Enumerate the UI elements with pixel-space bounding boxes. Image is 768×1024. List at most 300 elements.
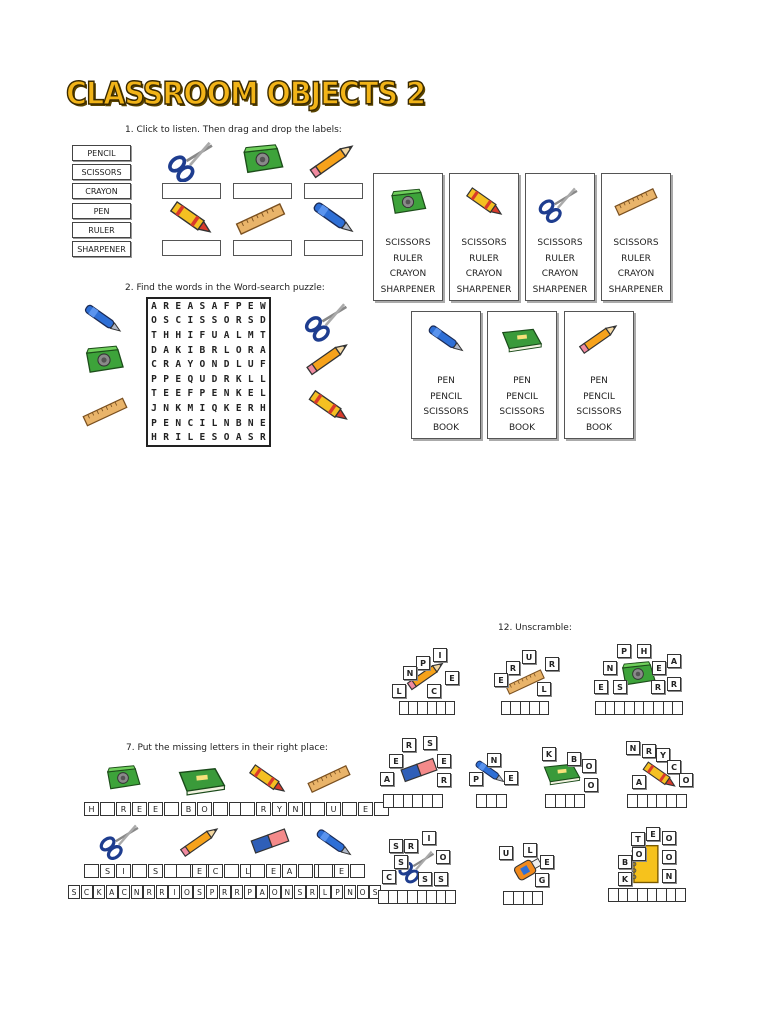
letter-tile[interactable]: E (494, 673, 508, 687)
missing-letters-sharpener[interactable] (84, 802, 180, 816)
sharpener-icon (384, 182, 432, 222)
answer-boxes[interactable] (627, 794, 687, 808)
word-search-cell[interactable]: T (151, 329, 157, 341)
word-search-cell[interactable]: R (163, 359, 169, 371)
word-search-cell[interactable]: L (187, 432, 194, 444)
label-pencil[interactable]: PENCIL (72, 145, 131, 161)
blank-tile[interactable] (250, 864, 265, 878)
letter-tile[interactable]: S (434, 872, 448, 886)
word-search-cell[interactable]: E (175, 300, 182, 312)
word-search-cell[interactable]: S (211, 432, 218, 444)
strip-letter[interactable]: N (281, 885, 293, 899)
word-search-row (148, 387, 269, 402)
word-search-cell[interactable]: L (211, 417, 218, 429)
choice-card (373, 173, 443, 301)
letter-tile[interactable]: E (334, 864, 349, 878)
word-search-cell[interactable]: A (187, 300, 194, 312)
word-search-cell[interactable]: C (187, 417, 194, 429)
missing-letters-pencil[interactable] (176, 864, 256, 878)
blank-tile[interactable] (164, 802, 179, 816)
word-search-cell[interactable]: O (199, 359, 206, 371)
letter-tile[interactable]: O (197, 802, 212, 816)
letter-tile[interactable]: E (132, 802, 147, 816)
word-search-cell[interactable]: E (163, 417, 169, 429)
word-search-cell[interactable]: S (247, 432, 254, 444)
missing-letters-crayon[interactable] (240, 802, 320, 816)
word-search-cell[interactable]: A (223, 329, 230, 341)
letter-tile[interactable]: R (642, 744, 656, 758)
word-search-cell[interactable]: H (175, 329, 182, 341)
answer-boxes[interactable] (545, 794, 585, 808)
card-option[interactable]: BOOK (432, 423, 460, 433)
word-search-cell[interactable]: K (175, 344, 182, 356)
word-search-cell[interactable]: S (247, 315, 254, 327)
letter-tile[interactable]: N (403, 666, 417, 680)
word-search-cell[interactable]: N (163, 402, 169, 414)
strip-letter[interactable]: I (168, 885, 180, 899)
word-search-cell[interactable]: F (187, 388, 194, 400)
word-search-cell[interactable]: F (223, 300, 230, 312)
blank-tile[interactable] (176, 864, 191, 878)
strip-letter[interactable]: P (244, 885, 256, 899)
crayon-icon (460, 182, 508, 222)
word-search-cell[interactable]: R (163, 432, 169, 444)
card-option[interactable]: PEN (513, 376, 531, 386)
word-search-cell[interactable]: L (260, 373, 266, 385)
strip-letter[interactable]: K (93, 885, 105, 899)
letter-tile[interactable]: E (389, 754, 403, 768)
letter-tile[interactable]: S (389, 839, 403, 853)
letter-tile[interactable]: R (402, 738, 416, 752)
word-search-cell[interactable]: A (260, 344, 266, 356)
missing-letters-pen[interactable] (318, 864, 366, 878)
strip-letter[interactable]: A (256, 885, 268, 899)
letter-tile[interactable]: B (618, 855, 632, 869)
book-icon (174, 760, 230, 800)
letter-tile[interactable]: P (617, 644, 631, 658)
card-option[interactable]: BOOK (585, 423, 613, 433)
letter-tile[interactable]: R (651, 680, 665, 694)
strip-letter[interactable]: O (269, 885, 281, 899)
card-option[interactable]: CRAYON (465, 269, 503, 279)
strip-letter[interactable]: O (357, 885, 369, 899)
word-search-cell[interactable]: U (211, 329, 218, 341)
word-search-cell[interactable]: A (163, 344, 169, 356)
letter-tile[interactable]: K (542, 747, 556, 761)
word-search-cell[interactable]: F (260, 359, 266, 371)
word-search-cell[interactable]: E (260, 417, 266, 429)
card-option[interactable]: BOOK (508, 423, 536, 433)
drop-slot[interactable] (233, 240, 292, 256)
card-option[interactable]: RULER (621, 254, 651, 264)
word-search-cell[interactable]: L (247, 373, 254, 385)
scissors-icon (302, 298, 354, 342)
card-option[interactable]: CRAYON (617, 269, 655, 279)
letter-tile[interactable]: Y (272, 802, 287, 816)
word-search-cell[interactable]: A (175, 359, 182, 371)
answer-boxes[interactable] (378, 890, 456, 904)
letter-tile[interactable]: R (404, 839, 418, 853)
word-search-cell[interactable]: O (235, 344, 242, 356)
word-search-cell[interactable]: A (151, 300, 157, 312)
word-search-cell[interactable]: L (223, 344, 230, 356)
word-search-cell[interactable]: P (163, 373, 169, 385)
blank-tile[interactable] (240, 802, 255, 816)
word-search-cell[interactable]: W (260, 300, 266, 312)
strip-letter[interactable]: S (294, 885, 306, 899)
letter-tile[interactable]: R (437, 773, 451, 787)
drop-slot[interactable] (233, 183, 292, 199)
strip-letter[interactable]: R (306, 885, 318, 899)
crayon-icon (243, 760, 291, 798)
word-search-cell[interactable]: Q (211, 402, 218, 414)
letter-tile[interactable]: C (382, 870, 396, 884)
letter-strip[interactable] (68, 885, 382, 899)
letter-tile[interactable]: L (392, 684, 406, 698)
strip-letter[interactable]: R (219, 885, 231, 899)
word-search-cell[interactable]: T (151, 388, 157, 400)
letter-tile[interactable]: C (208, 864, 223, 878)
blank-tile[interactable] (84, 864, 99, 878)
drop-slot[interactable] (304, 240, 363, 256)
letter-tile[interactable]: I (433, 648, 447, 662)
word-search-row (148, 372, 269, 387)
word-search-row (148, 299, 269, 314)
word-search-cell[interactable]: A (211, 300, 218, 312)
word-search-cell[interactable]: A (235, 432, 242, 444)
label-sharpener[interactable]: SHARPENER (72, 241, 131, 257)
strip-letter[interactable]: S (193, 885, 205, 899)
word-search-cell[interactable]: O (223, 315, 230, 327)
word-search-cell[interactable]: P (199, 388, 206, 400)
letter-tile[interactable]: S (394, 855, 408, 869)
word-search-cell[interactable]: K (235, 373, 242, 385)
word-search-cell[interactable]: M (187, 402, 194, 414)
word-search-cell[interactable]: I (199, 402, 206, 414)
letter-tile[interactable]: A (282, 864, 297, 878)
card-option[interactable]: RULER (393, 254, 423, 264)
word-search-cell[interactable]: E (175, 373, 182, 385)
word-search-cell[interactable]: E (211, 388, 218, 400)
answer-boxes[interactable] (608, 888, 686, 902)
letter-tile[interactable]: I (422, 831, 436, 845)
word-search-cell[interactable]: S (211, 315, 218, 327)
word-search-cell[interactable]: S (199, 315, 206, 327)
letter-tile[interactable]: S (418, 872, 432, 886)
letter-tile[interactable]: R (256, 802, 271, 816)
word-search-cell[interactable]: C (175, 315, 182, 327)
choice-card (411, 311, 481, 439)
blank-tile[interactable] (318, 864, 333, 878)
letter-tile[interactable]: E (192, 864, 207, 878)
word-search-cell[interactable]: E (175, 388, 182, 400)
word-search-cell[interactable]: Q (187, 373, 194, 385)
instruction-7: 7. Put the missing letters in their right place: (126, 743, 328, 753)
blank-tile[interactable] (310, 802, 325, 816)
word-search-cell[interactable]: I (187, 344, 194, 356)
card-option[interactable]: SCISSORS (537, 238, 583, 248)
letter-tile[interactable]: R (545, 657, 559, 671)
letter-tile[interactable]: O (582, 759, 596, 773)
letter-tile[interactable]: E (646, 827, 660, 841)
letter-tile[interactable]: O (584, 778, 598, 792)
letter-tile[interactable]: O (632, 847, 646, 861)
letter-tile[interactable]: R (506, 661, 520, 675)
strip-letter[interactable]: O (181, 885, 193, 899)
blank-tile[interactable] (298, 864, 313, 878)
letter-tile[interactable]: E (594, 680, 608, 694)
word-search-cell[interactable]: N (247, 417, 254, 429)
strip-letter[interactable]: S (68, 885, 80, 899)
word-search-cell[interactable]: K (235, 388, 242, 400)
strip-letter[interactable]: L (319, 885, 331, 899)
letter-tile[interactable]: K (618, 872, 632, 886)
letter-tile[interactable]: S (100, 864, 115, 878)
word-search-cell[interactable]: P (151, 417, 157, 429)
answer-boxes[interactable] (476, 794, 507, 808)
word-search-cell[interactable]: K (175, 402, 182, 414)
card-option[interactable]: PENCIL (430, 392, 462, 402)
strip-letter[interactable]: P (206, 885, 218, 899)
word-search-cell[interactable]: S (199, 300, 206, 312)
card-option[interactable]: SHARPENER (532, 285, 588, 295)
letter-tile[interactable]: S (613, 680, 627, 694)
letter-tile[interactable]: B (181, 802, 196, 816)
answer-boxes[interactable] (383, 794, 443, 808)
word-search-cell[interactable]: R (260, 432, 266, 444)
word-search-cell[interactable]: C (151, 359, 157, 371)
letter-tile[interactable]: E (445, 671, 459, 685)
blank-tile[interactable] (100, 802, 115, 816)
word-search-cell[interactable]: I (199, 417, 206, 429)
card-option[interactable]: CRAYON (389, 269, 427, 279)
strip-letter[interactable]: N (344, 885, 356, 899)
word-search-cell[interactable]: L (235, 359, 242, 371)
letter-tile[interactable]: T (631, 832, 645, 846)
letter-tile[interactable]: E (652, 661, 666, 675)
word-search-cell[interactable]: U (247, 359, 254, 371)
word-search-cell[interactable]: I (175, 432, 182, 444)
answer-boxes[interactable] (595, 701, 683, 715)
page-title: CLASSROOM OBJECTS 2 (66, 76, 426, 112)
letter-tile[interactable]: C (427, 684, 441, 698)
blank-tile[interactable] (224, 864, 239, 878)
word-search-cell[interactable]: H (151, 432, 157, 444)
letter-tile[interactable]: O (679, 773, 693, 787)
strip-letter[interactable]: S (369, 885, 381, 899)
letter-tile[interactable]: N (626, 741, 640, 755)
instruction-1: 1. Click to listen. Then drag and drop the labels: (125, 125, 342, 135)
card-option[interactable]: PEN (590, 376, 608, 386)
word-search-cell[interactable]: O (223, 432, 230, 444)
word-search-cell[interactable]: N (223, 388, 230, 400)
word-search-cell[interactable]: N (223, 417, 230, 429)
word-search-cell[interactable]: E (199, 432, 206, 444)
card-option[interactable]: PENCIL (506, 392, 538, 402)
choice-card (487, 311, 557, 439)
word-search-cell[interactable]: R (247, 402, 254, 414)
word-search-cell[interactable]: M (247, 329, 254, 341)
word-search-cell[interactable]: U (199, 373, 206, 385)
word-search-cell[interactable]: E (247, 300, 254, 312)
word-search-cell[interactable]: D (151, 344, 157, 356)
missing-letters-ruler[interactable] (310, 802, 390, 816)
strip-letter[interactable]: N (131, 885, 143, 899)
letter-tile[interactable]: B (567, 752, 581, 766)
pencil-icon (575, 318, 623, 358)
word-search-cell[interactable]: B (235, 417, 242, 429)
strip-letter[interactable]: R (231, 885, 243, 899)
letter-tile[interactable]: E (266, 864, 281, 878)
word-search-cell[interactable]: L (235, 329, 242, 341)
label-pen[interactable]: PEN (72, 203, 131, 219)
word-search-cell[interactable]: H (163, 329, 169, 341)
word-search-cell[interactable]: E (235, 402, 242, 414)
drop-slot[interactable] (162, 240, 221, 256)
label-crayon[interactable]: CRAYON (72, 183, 131, 199)
letter-tile[interactable]: L (523, 843, 537, 857)
word-search-cell[interactable]: E (163, 388, 169, 400)
strip-letter[interactable]: R (156, 885, 168, 899)
word-search-cell[interactable]: N (175, 417, 182, 429)
ruler-icon (80, 392, 130, 432)
sharpener-icon (100, 757, 146, 799)
card-option[interactable]: SCISSORS (385, 238, 431, 248)
letter-tile[interactable]: U (522, 650, 536, 664)
letter-tile[interactable]: N (487, 753, 501, 767)
strip-letter[interactable]: P (331, 885, 343, 899)
card-option[interactable]: SCISSORS (461, 238, 507, 248)
letter-tile[interactable]: S (148, 864, 163, 878)
letter-tile[interactable]: N (662, 869, 676, 883)
letter-tile[interactable]: A (667, 654, 681, 668)
blank-tile[interactable] (213, 802, 228, 816)
word-search-cell[interactable]: N (211, 359, 218, 371)
word-search-row (148, 401, 269, 416)
word-search-cell[interactable]: P (151, 373, 157, 385)
word-search-cell[interactable]: K (223, 402, 230, 414)
letter-tile[interactable]: P (469, 772, 483, 786)
letter-tile[interactable]: E (437, 754, 451, 768)
card-option[interactable]: CRAYON (541, 269, 579, 279)
blank-tile[interactable] (342, 802, 357, 816)
strip-letter[interactable]: R (143, 885, 155, 899)
letter-tile[interactable]: A (632, 775, 646, 789)
answer-boxes[interactable] (501, 701, 549, 715)
word-search-cell[interactable]: O (151, 315, 157, 327)
blank-tile[interactable] (132, 864, 147, 878)
pencil-icon (302, 338, 354, 378)
letter-tile[interactable]: I (116, 864, 131, 878)
card-option[interactable]: SCISSORS (423, 407, 469, 417)
pen-icon (310, 824, 358, 862)
blank-tile[interactable] (350, 864, 365, 878)
word-search-cell[interactable]: H (260, 402, 266, 414)
card-option[interactable]: SCISSORS (499, 407, 545, 417)
strip-letter[interactable]: C (118, 885, 130, 899)
word-search-cell[interactable]: L (260, 388, 266, 400)
sharpener-icon (235, 137, 290, 182)
letter-tile[interactable]: O (662, 831, 676, 845)
letter-tile[interactable]: O (436, 850, 450, 864)
word-search-cell[interactable]: B (199, 344, 206, 356)
letter-tile[interactable]: A (380, 772, 394, 786)
word-search-cell[interactable]: R (235, 315, 242, 327)
strip-letter[interactable]: C (81, 885, 93, 899)
letter-tile[interactable]: N (288, 802, 303, 816)
letter-tile[interactable]: R (667, 677, 681, 691)
drop-slot[interactable] (304, 183, 363, 199)
word-search-cell[interactable]: R (247, 344, 254, 356)
choice-card (601, 173, 671, 301)
letter-tile[interactable]: O (662, 850, 676, 864)
word-search-cell[interactable]: F (199, 329, 206, 341)
letter-tile[interactable]: G (535, 873, 549, 887)
missing-letters-book[interactable] (181, 802, 245, 816)
word-search-cell[interactable]: S (163, 315, 169, 327)
choice-card (525, 173, 595, 301)
letter-tile[interactable]: C (667, 760, 681, 774)
letter-tile[interactable]: R (116, 802, 131, 816)
answer-boxes[interactable] (503, 891, 543, 905)
card-option[interactable]: SHARPENER (608, 285, 664, 295)
label-ruler[interactable]: RULER (72, 222, 131, 238)
word-search-cell[interactable]: P (235, 300, 242, 312)
answer-boxes[interactable] (399, 701, 455, 715)
pen-icon (78, 298, 128, 340)
letter-tile[interactable]: H (637, 644, 651, 658)
word-search-cell[interactable]: Y (187, 359, 194, 371)
choice-card (449, 173, 519, 301)
letter-tile[interactable]: S (423, 736, 437, 750)
word-search-cell[interactable]: D (211, 373, 218, 385)
ruler-icon (612, 182, 660, 222)
letter-tile[interactable]: E (540, 855, 554, 869)
card-option[interactable]: SHARPENER (380, 285, 436, 295)
letter-tile[interactable]: E (148, 802, 163, 816)
card-option[interactable]: PEN (437, 376, 455, 386)
letter-tile[interactable]: N (603, 661, 617, 675)
card-option[interactable]: SHARPENER (456, 285, 512, 295)
letter-tile[interactable]: E (504, 771, 518, 785)
letter-tile[interactable]: L (537, 682, 551, 696)
letter-tile[interactable]: U (326, 802, 341, 816)
word-search-cell[interactable]: E (247, 388, 254, 400)
card-option[interactable]: SCISSORS (576, 407, 622, 417)
strip-letter[interactable]: A (106, 885, 118, 899)
letter-tile[interactable]: U (499, 846, 513, 860)
word-search-cell[interactable]: I (187, 329, 194, 341)
word-search-cell[interactable]: T (260, 329, 266, 341)
card-option[interactable]: SCISSORS (613, 238, 659, 248)
word-search-cell[interactable]: R (211, 344, 218, 356)
card-option[interactable]: RULER (545, 254, 575, 264)
word-search-cell[interactable]: R (223, 373, 230, 385)
letter-tile[interactable]: Y (656, 748, 670, 762)
letter-tile[interactable]: L (240, 864, 255, 878)
card-option[interactable]: PENCIL (583, 392, 615, 402)
letter-tile[interactable]: E (358, 802, 373, 816)
letter-tile[interactable]: P (416, 656, 430, 670)
word-search-cell[interactable]: R (163, 300, 169, 312)
word-search-cell[interactable]: J (151, 402, 157, 414)
word-search-cell[interactable]: D (223, 359, 230, 371)
word-search-cell[interactable]: I (187, 315, 194, 327)
letter-tile[interactable]: H (84, 802, 99, 816)
word-search-cell[interactable]: D (260, 315, 266, 327)
label-scissors[interactable]: SCISSORS (72, 164, 131, 180)
card-option[interactable]: RULER (469, 254, 499, 264)
